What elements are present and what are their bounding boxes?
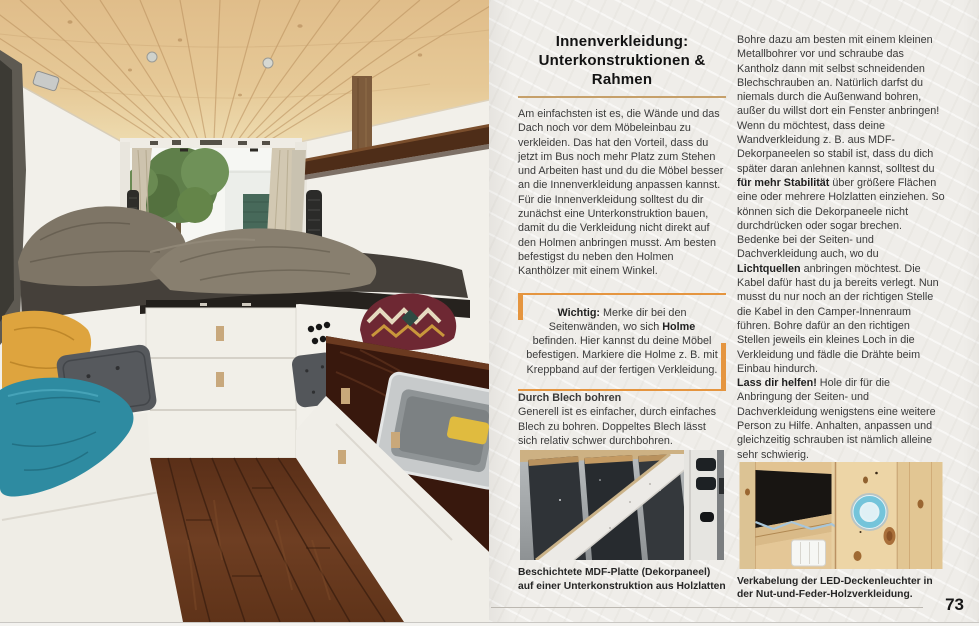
- cabinet-handle: [391, 432, 400, 448]
- paragraph-bohren: [737, 33, 945, 119]
- figure-led-wiring: [737, 462, 945, 602]
- bold-stabilitaet: für mehr Stabilität: [737, 176, 830, 189]
- paragraph-blech: Generell ist es einfacher, durch einfaches Blech zu bohren. Doppeltes Blech lässt sich relativ schwer durchbohren.: [518, 406, 717, 447]
- ceiling-spotlight: [263, 58, 273, 68]
- callout-label: Wichtig:: [557, 306, 601, 319]
- paragraph-stabilitaet: [737, 119, 945, 233]
- callout-text-part: befinden. Hier kannst du deine Möbel befestigen. Markiere die Holme z. B. mit Kreppband auf der fertigen Verkleidung.: [526, 335, 718, 376]
- paragraph-lichtquellen: [737, 233, 945, 376]
- text-page: [489, 0, 979, 622]
- callout-text-part: Merke dir bei den Seitenwänden, wo sich: [548, 306, 687, 333]
- cabinet-handle: [338, 450, 346, 464]
- drawer-handle: [216, 372, 224, 387]
- title-line2: Unterkonstruktionen & Rahmen: [538, 52, 706, 88]
- callout-corner-top-left: [518, 293, 523, 320]
- led-wiring-photo: [737, 462, 945, 569]
- ceiling-spotlight: [147, 52, 157, 62]
- bold-lichtquellen: Lichtquellen: [737, 262, 801, 275]
- text-part: Bedenke bei der Seiten- und Dachverkleidung auch, wo du: [737, 234, 879, 261]
- under-bed-drawers: [146, 300, 296, 458]
- text-part: Hole dir für die Anbringung der Seiten- und Dachverkleidung wenigstens eine weitere Person zu Hilfe. Anhalten, anpassen und gleichzeitig schrauben ist nämlich alleine sehr schwierig.: [737, 377, 936, 461]
- column-right: [737, 33, 945, 601]
- bold-helfen: Lass dir helfen!: [737, 377, 817, 390]
- title-line1: Innenverkleidung:: [555, 33, 689, 50]
- footer-rule: [491, 607, 923, 608]
- cabinet-handle: [341, 388, 350, 404]
- wichtig-callout: [518, 293, 726, 391]
- text-part: anbringen möchtest. Die Kabel dafür hast du ja bereits verlegt. Nun musst du nur noch an der richtigen Stelle die Kabel in den Camper-Innenraum führen. Bohre dafür an den richtigen Stellen jeweils ein kleines Loch in die Verkleidung und fädle die Drähte beim Einbau hindurch.: [737, 262, 939, 375]
- paragraph-intro: Am einfachsten ist es, die Wände und das Dach noch vor dem Möbeleinbau zu verkleiden. Das hat den Vorteil, dass du jetzt im Bus noch mehr Platz zum Stehen und Arbeiten hast und du die Möbel besser an die Innenverkleidung anpassen kannst.: [518, 108, 724, 192]
- photo-page: [0, 0, 489, 622]
- van-interior-photo: [0, 0, 489, 622]
- page-number: 73: [945, 595, 964, 614]
- title-underline: [518, 96, 726, 98]
- drawer-handle: [216, 326, 224, 341]
- mdf-panel-photo: [518, 450, 726, 560]
- text-part: Wenn du möchtest, dass deine Wandverkleidung z. B. aus MDF-Dekorpaneelen so stabil ist, dass du dich später daran anlehnen kannst, solltest du: [737, 119, 935, 175]
- callout-bold: Holme: [662, 320, 696, 333]
- callout-text: [526, 306, 718, 377]
- paragraph-substructure: Für die Innenverkleidung solltest du dir zunächst eine Unterkonstruktion bauen, damit du die Verkleidung nicht direkt auf den Holmen anbringen musst. Am besten befestigst du neben den Holmen Kanthölzer mit einem Winkel.: [518, 193, 717, 278]
- article-title: [518, 32, 726, 89]
- figure-caption: Verkabelung der LED-Deckenleuchter in der Nut-und-Feder-Holzverkleidung.: [737, 575, 933, 601]
- paragraph-helfen: [737, 376, 945, 462]
- figure-mdf-panel: [518, 450, 726, 593]
- text-part: über größere Flächen eine oder mehrere Holzlatten einziehen. So können sich die Dekorpaneele nicht durchdrücken oder sogar brechen.: [737, 176, 945, 232]
- column-left: [518, 32, 726, 593]
- subheading-blech: Durch Blech bohren: [518, 392, 622, 405]
- callout-corner-bottom-right: [721, 343, 726, 391]
- wood-column: [352, 76, 372, 158]
- text-part: Bohre dazu am besten mit einem kleinen Metallbohrer vor und schraube das Kantholz dann mit selbst schneidenden Blechschrauben an. Natürlich darfst du niemals durch die Außenwand bohren, außer du willst dort ein Fenster anbringen!: [737, 34, 940, 118]
- page-bottom-edge: [0, 622, 979, 626]
- figure-caption: Beschichtete MDF-Platte (Dekorpaneel) auf einer Unterkonstruktion aus Holzlatten: [518, 567, 726, 592]
